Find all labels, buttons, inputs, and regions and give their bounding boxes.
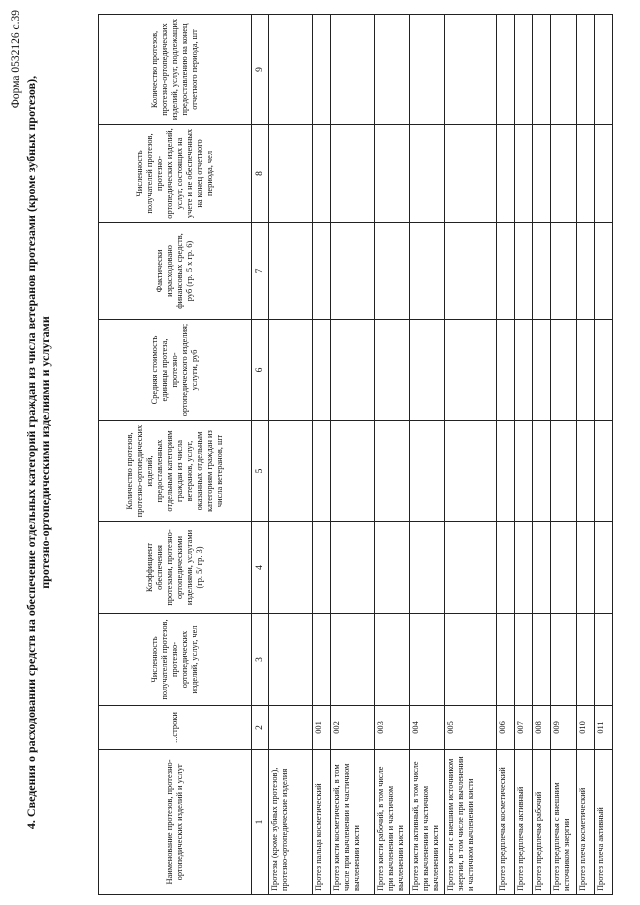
data-cell[interactable] <box>577 15 595 125</box>
data-cell[interactable] <box>313 320 331 421</box>
header-row-code: ...строки <box>99 706 252 750</box>
data-cell[interactable] <box>497 15 515 125</box>
data-cell[interactable] <box>577 223 595 320</box>
row-name: Протез плеча активный <box>595 750 613 895</box>
data-cell[interactable] <box>551 614 577 706</box>
data-cell[interactable] <box>410 223 445 320</box>
data-cell[interactable] <box>595 223 613 320</box>
table-row <box>269 15 313 895</box>
row-code: 010 <box>577 706 595 750</box>
row-name: Протез предплечья рабочий <box>533 750 551 895</box>
data-cell[interactable] <box>445 125 497 223</box>
header-recipients: Численность получателей протезов, протезно-ортопедических изделий, услуг, чел <box>99 614 252 706</box>
data-cell[interactable] <box>533 421 551 522</box>
data-cell[interactable] <box>269 522 313 614</box>
table-row <box>375 15 410 895</box>
row-name: Протез предплечья косметический <box>497 750 515 895</box>
data-cell[interactable] <box>410 614 445 706</box>
column-number: 6 <box>252 320 269 421</box>
data-cell[interactable] <box>313 522 331 614</box>
data-cell[interactable] <box>375 522 410 614</box>
row-code: 002 <box>331 706 375 750</box>
data-cell[interactable] <box>375 15 410 125</box>
data-cell[interactable] <box>375 320 410 421</box>
data-cell[interactable] <box>595 125 613 223</box>
data-cell[interactable] <box>595 320 613 421</box>
row-name: Протез кисти активный, в том числе при вычленении и частичном вычленении кисти <box>410 750 445 895</box>
data-cell[interactable] <box>331 421 375 522</box>
data-cell[interactable] <box>533 223 551 320</box>
row-code: 009 <box>551 706 577 750</box>
data-cell[interactable] <box>269 614 313 706</box>
data-cell[interactable] <box>551 421 577 522</box>
table-row <box>331 15 375 895</box>
row-code: 001 <box>313 706 331 750</box>
data-cell[interactable] <box>313 614 331 706</box>
data-cell[interactable] <box>445 320 497 421</box>
data-cell[interactable] <box>313 125 331 223</box>
data-cell[interactable] <box>410 421 445 522</box>
data-cell[interactable] <box>375 614 410 706</box>
header-average-cost: Средняя стоимость единицы протеза, протезно-ортопедического изделия; услуги, руб <box>99 320 252 421</box>
row-name: Протез предплечья с внешним источником энергии <box>551 750 577 895</box>
data-cell[interactable] <box>533 320 551 421</box>
row-name: Протез кисти косметический, в том числе при вычленении и частичном вычленении кисти <box>331 750 375 895</box>
data-cell[interactable] <box>445 522 497 614</box>
data-cell[interactable] <box>497 320 515 421</box>
data-cell[interactable] <box>515 614 533 706</box>
data-cell[interactable] <box>551 223 577 320</box>
data-cell[interactable] <box>269 320 313 421</box>
data-cell[interactable] <box>410 125 445 223</box>
row-code: 004 <box>410 706 445 750</box>
data-cell[interactable] <box>269 15 313 125</box>
data-cell[interactable] <box>595 15 613 125</box>
data-cell[interactable] <box>331 15 375 125</box>
report-table <box>98 14 613 895</box>
data-cell[interactable] <box>375 125 410 223</box>
row-code: 007 <box>515 706 533 750</box>
data-cell[interactable] <box>533 522 551 614</box>
header-row <box>99 15 252 895</box>
data-cell[interactable] <box>269 223 313 320</box>
table-row <box>497 15 515 895</box>
table-body <box>269 15 613 895</box>
data-cell[interactable] <box>410 15 445 125</box>
row-code <box>269 706 313 750</box>
data-cell[interactable] <box>331 614 375 706</box>
data-cell[interactable] <box>497 421 515 522</box>
header-quantity: Количество протезов, протезно-ортопедических изделий, предоставленных отдельным категориям граждан из числа ветеранов, услуг, оказанных отдельным категориям граждан из числа ветеранов, шт <box>99 421 252 522</box>
data-cell[interactable] <box>595 614 613 706</box>
data-cell[interactable] <box>313 15 331 125</box>
row-name: Протез кисти с внешним источником энергии, в том числе при вычленении и частичном вычленении кисти <box>445 750 497 895</box>
data-cell[interactable] <box>533 125 551 223</box>
data-cell[interactable] <box>313 223 331 320</box>
row-name: Протез кисти рабочий, в том числе при вычленении и частичном вычленении кисти <box>375 750 410 895</box>
data-cell[interactable] <box>515 125 533 223</box>
column-number: 7 <box>252 223 269 320</box>
data-cell[interactable] <box>551 320 577 421</box>
column-number: 4 <box>252 522 269 614</box>
table-row <box>577 15 595 895</box>
data-cell[interactable] <box>533 15 551 125</box>
table-row <box>533 15 551 895</box>
table-row <box>313 15 331 895</box>
data-cell[interactable] <box>515 15 533 125</box>
column-number: 9 <box>252 15 269 125</box>
row-name: Протез плеча косметический <box>577 750 595 895</box>
data-cell[interactable] <box>497 522 515 614</box>
row-code: 008 <box>533 706 551 750</box>
row-name: Протез предплечья активный <box>515 750 533 895</box>
header-coefficient: Коэффициент обеспечения протезами, протезно-ортопедическими изделиями, услугами (гр. 5/ гр. 3) <box>99 522 252 614</box>
table-row <box>595 15 613 895</box>
data-cell[interactable] <box>445 614 497 706</box>
data-cell[interactable] <box>577 421 595 522</box>
data-cell[interactable] <box>551 522 577 614</box>
data-cell[interactable] <box>331 522 375 614</box>
section-title-line-1: 4. Сведения о расходовании средств на обеспечение отдельных категорий граждан из числа ветеранов протезами (кроме зубных протезов), <box>24 75 38 830</box>
header-name: Наименование протезов, протезно-ортопедических изделий и услуг <box>99 750 252 895</box>
data-cell[interactable] <box>331 320 375 421</box>
data-cell[interactable] <box>410 522 445 614</box>
column-number-row <box>252 15 269 895</box>
data-cell[interactable] <box>375 223 410 320</box>
header-spent: Фактически израсходовано финансовых средств, руб (гр. 5 х гр. 6) <box>99 223 252 320</box>
column-number: 5 <box>252 421 269 522</box>
data-cell[interactable] <box>551 15 577 125</box>
table-row <box>410 15 445 895</box>
data-cell[interactable] <box>577 614 595 706</box>
table-row <box>515 15 533 895</box>
data-cell[interactable] <box>497 614 515 706</box>
data-cell[interactable] <box>551 125 577 223</box>
data-cell[interactable] <box>515 223 533 320</box>
data-cell[interactable] <box>595 522 613 614</box>
section-title-line-2: протезно-ортопедическими изделиями и услугами <box>38 316 52 589</box>
data-cell[interactable] <box>313 421 331 522</box>
data-cell[interactable] <box>445 421 497 522</box>
data-cell[interactable] <box>331 125 375 223</box>
row-code: 011 <box>595 706 613 750</box>
data-cell[interactable] <box>515 421 533 522</box>
table-row <box>445 15 497 895</box>
row-code: 003 <box>375 706 410 750</box>
row-code: 005 <box>445 706 497 750</box>
table-row <box>551 15 577 895</box>
data-cell[interactable] <box>577 125 595 223</box>
data-cell[interactable] <box>269 421 313 522</box>
data-cell[interactable] <box>497 125 515 223</box>
data-cell[interactable] <box>577 522 595 614</box>
data-cell[interactable] <box>577 320 595 421</box>
header-pending-quantity: Количество протезов, протезно-ортопедических изделий, услуг, подлежащих предоставлению на конец отчетного периода, шт <box>99 15 252 125</box>
column-number: 2 <box>252 706 269 750</box>
row-code: 006 <box>497 706 515 750</box>
column-number: 3 <box>252 614 269 706</box>
data-cell[interactable] <box>497 223 515 320</box>
form-number: Форма 0532126 с.39 <box>10 10 22 109</box>
column-number: 8 <box>252 125 269 223</box>
row-name: Протез пальца косметический <box>313 750 331 895</box>
row-name: Протезы (кроме зубных протезов), протезно-ортопедические изделия <box>269 750 313 895</box>
column-number: 1 <box>252 750 269 895</box>
data-cell[interactable] <box>445 15 497 125</box>
data-cell[interactable] <box>515 522 533 614</box>
data-cell[interactable] <box>269 125 313 223</box>
data-cell[interactable] <box>331 223 375 320</box>
header-unserved-recipients: Численность получателей протезов, протезно-ортопедических изделий, услуг, состоящих на учете и не обеспеченных на конец отчетного периода, чел <box>99 125 252 223</box>
data-cell[interactable] <box>515 320 533 421</box>
data-cell[interactable] <box>410 320 445 421</box>
data-cell[interactable] <box>533 614 551 706</box>
section-title <box>24 0 52 905</box>
data-cell[interactable] <box>445 223 497 320</box>
data-cell[interactable] <box>595 421 613 522</box>
data-cell[interactable] <box>375 421 410 522</box>
